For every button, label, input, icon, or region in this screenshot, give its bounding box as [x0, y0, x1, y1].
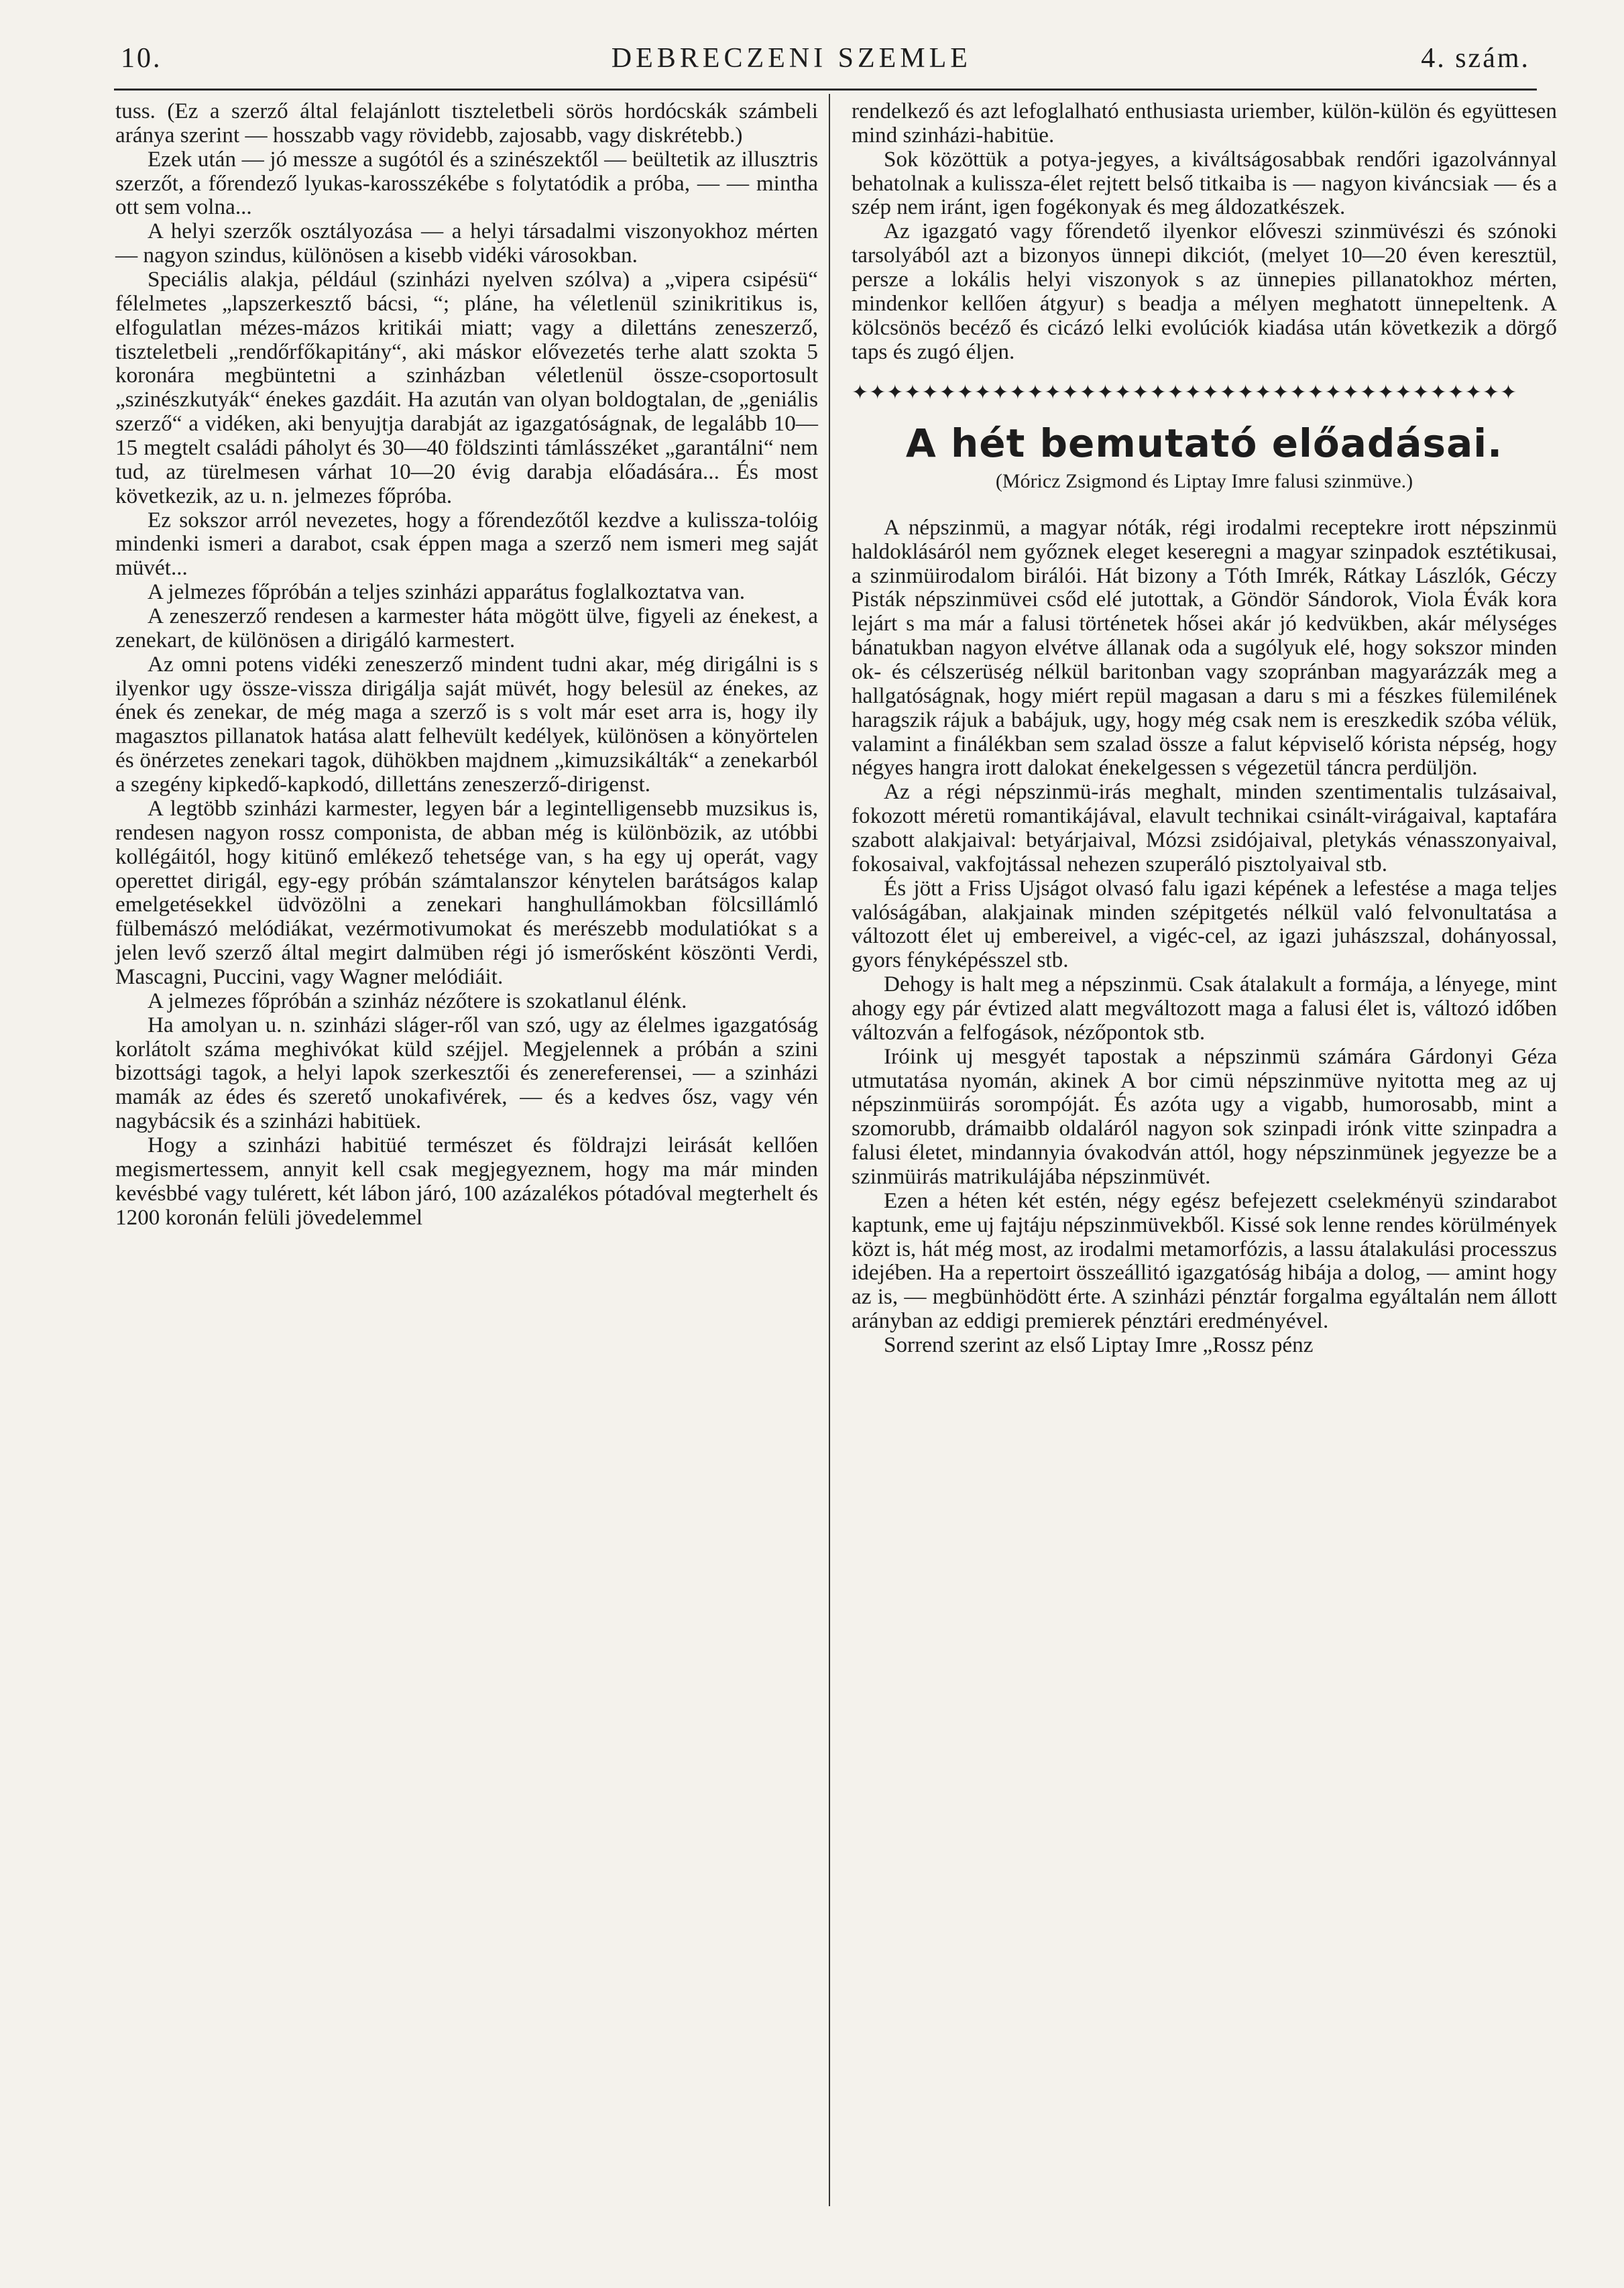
paragraph: A zeneszerző rendesen a karmester háta mögött ülve, figyeli az énekest, a zenekart, de különösen a dirigáló karmestert. [115, 604, 818, 652]
paragraph: Az a régi népszinmü-irás meghalt, minden szentimentalis tulzásaival, fokozott méretü romantikájával, elavult technikai csinált-virágaival, kaptafára szabott alakjaival: betyárjaival, Mózsi zsidójaival, pletykás vénasszonyaival, fokosaival, vakfojtással nehezen szuperáló pisztolyaival stb. [852, 779, 1557, 876]
right-column [852, 99, 1557, 1357]
paragraph: A helyi szerzők osztályozása — a helyi társadalmi viszonyokhoz mérten — nagyon szindus, különösen a kisebb vidéki városokban. [115, 219, 818, 268]
paragraph: Hogy a szinházi habitüé természet és földrajzi leirását kellően megismertessem, annyit kell csak megjegyeznem, hogy ma már minden kevésbbé vagy tulérett, két lábon járó, 100 azázalékos pótadóval megterhelt és 1200 koronán felüli jövedelemmel [115, 1132, 818, 1230]
paragraph: Speciális alakja, például (szinházi nyelven szólva) a „vipera csipésü“ félelmetes „lapszerkesztő bácsi, “; pláne, ha véletlenül szinikritikus is, elfogulatlan mézes-mázos kritikái miatt; vagy a dilettáns zeneszerző, tiszteletbeli „rendőrfőkapitány“, aki máskor elővezetés terhe alatt szokta 5 koronára megbüntetni a szinházban véletlenül össze-csoportosult „szinészkutyák“ énekes gazdáit. Ha azután van olyan boldogtalan, de „geniális szerző“ a vidéken, aki benyujtja darabját az igazgatóságnak, de legalább 10—15 megtelt családi páholyt és 30—40 földszinti támlásszéket „garantálni“ nem tud, az türelmesen várhat 10—20 évig darabja előadására... És most következik, az u. n. jelmezes főpróba. [115, 267, 818, 508]
ornamental-divider: ✦✦✦✦✦✦✦✦✦✦✦✦✦✦✦✦✦✦✦✦✦✦✦✦✦✦✦✦✦✦✦✦✦✦✦✦✦✦ [852, 382, 1518, 404]
paragraph: Dehogy is halt meg a népszinmü. Csak átalakult a formája, a lényege, mint ahogy egy pár évtized alatt megváltozott maga a falusi élet is, változó időben változván a felfogások, nézőpontok stb. [852, 972, 1557, 1045]
paragraph: Iróink uj mesgyét tapostak a népszinmü számára Gárdonyi Géza utmutatása nyomán, akinek A bor cimü népszinmüve nyitotta meg az uj népszinmüirás sorompóját. És azóta ugy a vigabb, humorosabb, mint a szomorubb, drámaibb oldaláról nagyon sok szinpadi irónk vitte szinpadra a falusi életet, mindannyia óvakodván attól, hogy népszinmünek jegyezze be a szinmüirás matrikulájába népszinmüvét. [852, 1043, 1557, 1190]
paragraph: Az igazgató vagy főrendető ilyenkor előveszi szinmüvészi és szónoki tarsolyából azt a bizonyos ünnepi dikciót, (melyet 10—20 éven keresztül, persze a lokális helyi viszonyok s az ünnepies pillanatokhoz mérten, mindenkor kellően átgyur) s beadja a mélyen meghatott ünnepeltenk. A kölcsönös becéző és cicázó lelki evolúciók kiadása után következik a dörgő taps és zugó éljen. [852, 219, 1557, 364]
paragraph: A jelmezes főpróbán a szinház nézőtere is szokatlanul élénk. [148, 988, 687, 1013]
paragraph: A jelmezes főpróbán a teljes szinházi apparátus foglalkoztatva van. [148, 579, 746, 605]
issue-number: 4. szám. [1421, 43, 1530, 74]
paragraph: Ezen a héten két estén, négy egész befejezett cselekményü szindarabot kaptunk, eme uj fajtáju népszinmüvekből. Kissé sok lenne rendes körülmények közt is, hát még most, az irodalmi metamorfózis, a lassu átalakulási processzus idejében. Ha a repertoirt összeállitó igazgatóság hibája a dolog, — amint hogy az is, — megbünhödött érte. A szinházi pénztár forgalma egyáltalán nem állott arányban az eddigi premierek pénztári eredményével. [852, 1188, 1557, 1334]
paragraph: tuss. (Ez a szerző által felajánlott tiszteletbeli sörös hordócskák számbeli aránya szerint — hosszabb vagy rövidebb, zajosabb, vagy diskrétebb.) [115, 99, 818, 148]
paragraph: Sok közöttük a potya-jegyes, a kiváltságosabbak rendőri igazolvánnyal behatolnak a kulissza-élet rejtett belső titkaiba is — nagyon kiváncsiak — és a szép nem iránt, igen fogékonyak és meg áldozatkészek. [852, 146, 1557, 220]
paragraph: A legtöbb szinházi karmester, legyen bár a legintelligensebb muzsikus is, rendesen nagyon rossz componista, de abban még is különbözik, az utóbbi kollégáitól, hogy kitünő emlékező tehetsége van, s ha egy uj operát, vagy operettet dirigál, egy-egy próbán számtalanszor kénytelen barátságos kalap emelgetésekkel üdvözölni a zenekari hanghullámokban fölcsillámló fülbemászó melódiákat, vezérmotivumokat és merészebb modulatiókat s a jelen levő szerző által megirt dalmüben régi jó ismerősként köszönti Verdi, Mascagni, Puccini, vagy Wagner melódiáit. [115, 795, 818, 989]
page-header [121, 35, 1530, 82]
paragraph: Az omni potens vidéki zeneszerző mindent tudni akar, még dirigálni is s ilyenkor ugy össze-vissza dirigálja saját müvét, hogy belesül az énekes, az ének és zenekar, de még maga a szerző is s volt már eset arra is, hogy ily magasztos pillanatok hatása alatt felhevült kedélyek, különösen a könyörtelen és önérzetes zenekari tagok, dühökben majdnem „kimuzsikálták“ a zenekarból a szegény kipkedő-kapkodó, dillettáns zeneszerző-dirigenst. [115, 651, 818, 797]
section-title: A hét bemutató előadásai. [905, 420, 1503, 466]
paragraph: És jött a Friss Ujságot olvasó falu igazi képének a lefestése a maga teljes valóságában, alakjainak minden szépitgetés nélkül való felvonultatása a változott élet uj embereivel, a vigéc-cel, az igazi juhászszal, dohányossal, gyors fényképésszel stb. [852, 875, 1557, 973]
paragraph: Sorrend szerint az első Liptay Imre „Rossz pénz [884, 1332, 1314, 1358]
page-number: 10. [121, 43, 162, 74]
paragraph: Ez sokszor arról nevezetes, hogy a főrendezőtől kezdve a kulissza-tolóig mindenki ismeri a darabot, csak éppen maga a szerző nem ismeri meg saját müvét... [115, 507, 818, 581]
left-column [115, 99, 818, 1229]
paragraph: Ha amolyan u. n. szinházi sláger-ről van szó, ugy az élelmes igazgatóság korlátolt száma meghivókat küld széjjel. Megjelennek a próbán a szini bizottsági tagok, a helyi lapok szerkesztői és zenereferensei, — a szinházi mamák az édes és szerető unokafivérek, — és a kedves ősz, vagy vén nagybácsik és a szinházi habitüek. [115, 1012, 818, 1134]
header-rule [114, 89, 1537, 91]
paragraph: rendelkező és azt lefoglalható enthusiasta uriember, külön-külön és együttesen mind szinházi-habitüe. [852, 99, 1557, 148]
paragraph: Ezek után — jó messze a sugótól és a szinészektől — beültetik az illusztris szerzőt, a főrendező lyukas-karosszékébe s folytatódik a próba, — — mintha ott sem volna... [115, 146, 818, 220]
paragraph: A népszinmü, a magyar nóták, régi irodalmi receptekre irott népszinmü haldoklásáról nem győznek eleget keseregni a magyar szinpadok esztétikusai, a szinmüirodalom birálói. Hát bizony a Tóth Imrék, Rátkay Lászlók, Géczy Pisták népszinmüvei csőd elé jutottak, a Göndör Sándorok, Viola Évák kora lejárt s ma már a falusi történetek hősei akár jó kedvükben, akár mélységes bánatukban nagyon elvétve állanak oda a sugólyuk elé, hogy sokszor minden ok- és célszerüség nélkül baritonban vagy szopránban magyarázzák meg a hallgatóságnak, hogy miért repül magasan a daru s mi a fészkes fülemilének haragszik rájuk a babájuk, ugy, hogy még csak nem is ereszkedik szóba vélük, valamint a finálékban sem szalad össze a falut képviselő kórista népség, hogy négyes hangra irott dalokat énekelgessen s végezetül táncra perdüljön. [852, 514, 1557, 781]
section-subtitle: (Móricz Zsigmond és Liptay Imre falusi szinmüve.) [995, 470, 1413, 493]
journal-title: DEBRECZENI SZEMLE [611, 43, 972, 74]
column-divider [829, 94, 830, 2206]
